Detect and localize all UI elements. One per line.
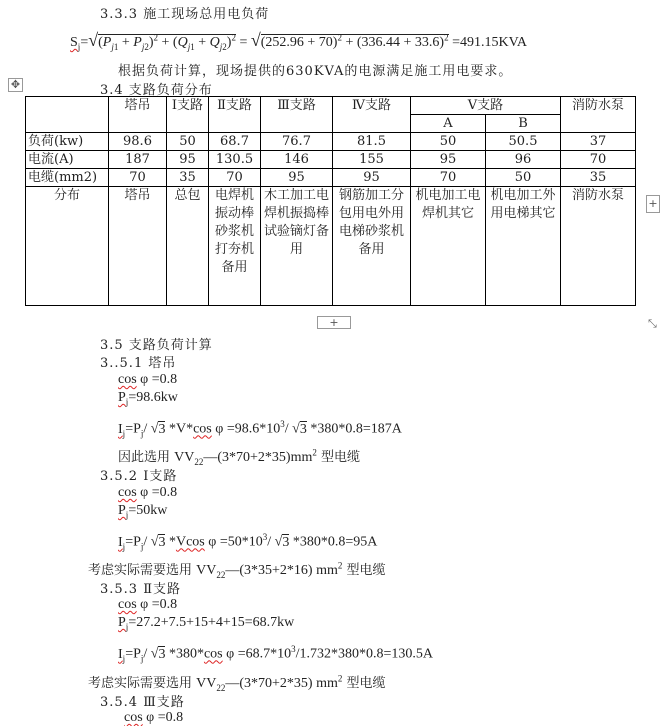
table-cell: 155	[333, 151, 411, 169]
row-label: 分布	[26, 187, 109, 306]
cos-354: cos φ =0.8	[124, 710, 184, 725]
col-header: 消防水泵	[561, 97, 636, 133]
table-cell: 50	[167, 133, 209, 151]
p-352: $P_j=50kw$	[118, 503, 168, 520]
i-353: $I_j=P_j/$ √3 *380*cos $\varphi =68.7*10^3/1.732*380*0.8=130.5A$	[118, 644, 434, 664]
table-cell: 70	[411, 169, 486, 187]
add-column-button[interactable]: +	[646, 195, 660, 213]
heading-34: 3.4 支路负荷分布	[100, 83, 213, 98]
heading-353: 3.5.3 Ⅱ支路	[100, 582, 182, 597]
table-cell: 95	[411, 151, 486, 169]
dist-cell: 塔吊	[109, 187, 167, 306]
table-cell: 98.6	[109, 133, 167, 151]
load-table	[25, 96, 636, 306]
sub-header-b: B	[486, 115, 561, 133]
dist-cell: 总包	[167, 187, 209, 306]
table-resize-handle[interactable]: ⤡	[648, 317, 657, 330]
table-cell: 37	[561, 133, 636, 151]
dist-cell: 机电加工外用电梯其它	[486, 187, 561, 306]
table-cell: 187	[109, 151, 167, 169]
col-header: 塔吊	[109, 97, 167, 133]
col-header: Ⅲ支路	[261, 97, 333, 133]
formula-333: $S_j=√(P_{j1} + P_{j2})^2 + (Q_{j1} + Q_{j2})^2 = √(252.96 + 70)^2 + (336.44 + 33.6)^2 =491.15KVA$	[70, 30, 528, 52]
col-header: Ⅳ支路	[333, 97, 411, 133]
table-cell: 35	[561, 169, 636, 187]
table-cell: 35	[167, 169, 209, 187]
table-cell: 70	[209, 169, 261, 187]
sel-353: 考虑实际需要选用 $VV_{22}—(3*70+2*35)$ $mm^2$ 型电缆	[88, 673, 386, 693]
table-cell: 50.5	[486, 133, 561, 151]
table-cell: 95	[167, 151, 209, 169]
p-351: $P_j=98.6kw$	[118, 390, 178, 407]
cos-353: cos φ =0.8	[118, 597, 178, 612]
table-cell: 70	[109, 169, 167, 187]
table-cell: 81.5	[333, 133, 411, 151]
table-cell: 96	[486, 151, 561, 169]
dist-cell: 木工加工电焊机振捣棒试验镝灯备用	[261, 187, 333, 306]
row-label: 负荷(kw)	[26, 133, 109, 151]
table-cell: 70	[561, 151, 636, 169]
add-row-button[interactable]: +	[317, 316, 351, 329]
table-cell: 130.5	[209, 151, 261, 169]
dist-cell: 消防水泵	[561, 187, 636, 306]
i-351: $I_j=P_j/$ √3 *V*cos $\varphi =98.6*10^3/$ √3 *380*0.8=187A	[118, 419, 402, 439]
heading-35: 3.5 支路负荷计算	[100, 338, 213, 353]
table-cell: 68.7	[209, 133, 261, 151]
col-header: Ⅴ支路	[411, 97, 561, 115]
table-cell: 146	[261, 151, 333, 169]
sel-352: 考虑实际需要选用 $VV_{22}—(3*35+2*16)$ $mm^2$ 型电缆	[88, 560, 386, 580]
cos-352: cos φ =0.8	[118, 485, 178, 500]
sel-351: 因此选用 $VV_{22}—(3*70+2*35)mm^2$ 型电缆	[118, 447, 361, 467]
dist-cell: 机电加工电焊机其它	[411, 187, 486, 306]
dist-cell: 电焊机振动棒砂浆机打夯机备用	[209, 187, 261, 306]
row-label: 电缆(mm2)	[26, 169, 109, 187]
table-cell: 95	[261, 169, 333, 187]
table-cell: 76.7	[261, 133, 333, 151]
note-333: 根据负荷计算，现场提供的630KVA的电源满足施工用电要求。	[118, 64, 513, 79]
p-353: $P_j=27.2+7.5+15+4+15=68.7kw$	[118, 615, 295, 632]
table-cell: 50	[486, 169, 561, 187]
heading-351: 3..5.1 塔吊	[100, 356, 177, 371]
i-352: $I_j=P_j/$ √3 *Vcos $\varphi =50*10^3/$ √3 *380*0.8=95A	[118, 532, 378, 552]
table-cell: 50	[411, 133, 486, 151]
col-header: Ⅱ支路	[209, 97, 261, 133]
row-label: 电流(A)	[26, 151, 109, 169]
col-header: Ⅰ支路	[167, 97, 209, 133]
dist-cell: 钢筋加工分包用电外用电梯砂浆机备用	[333, 187, 411, 306]
table-cell: 95	[333, 169, 411, 187]
heading-352: 3.5.2 Ⅰ支路	[100, 469, 178, 484]
cos-351: cos φ =0.8	[118, 372, 178, 387]
heading-354: 3.5.4 Ⅲ支路	[100, 695, 185, 710]
sub-header-a: A	[411, 115, 486, 133]
table-move-handle[interactable]: ✥	[8, 78, 23, 92]
heading-333: 3.3.3 施工现场总用电负荷	[100, 7, 270, 22]
